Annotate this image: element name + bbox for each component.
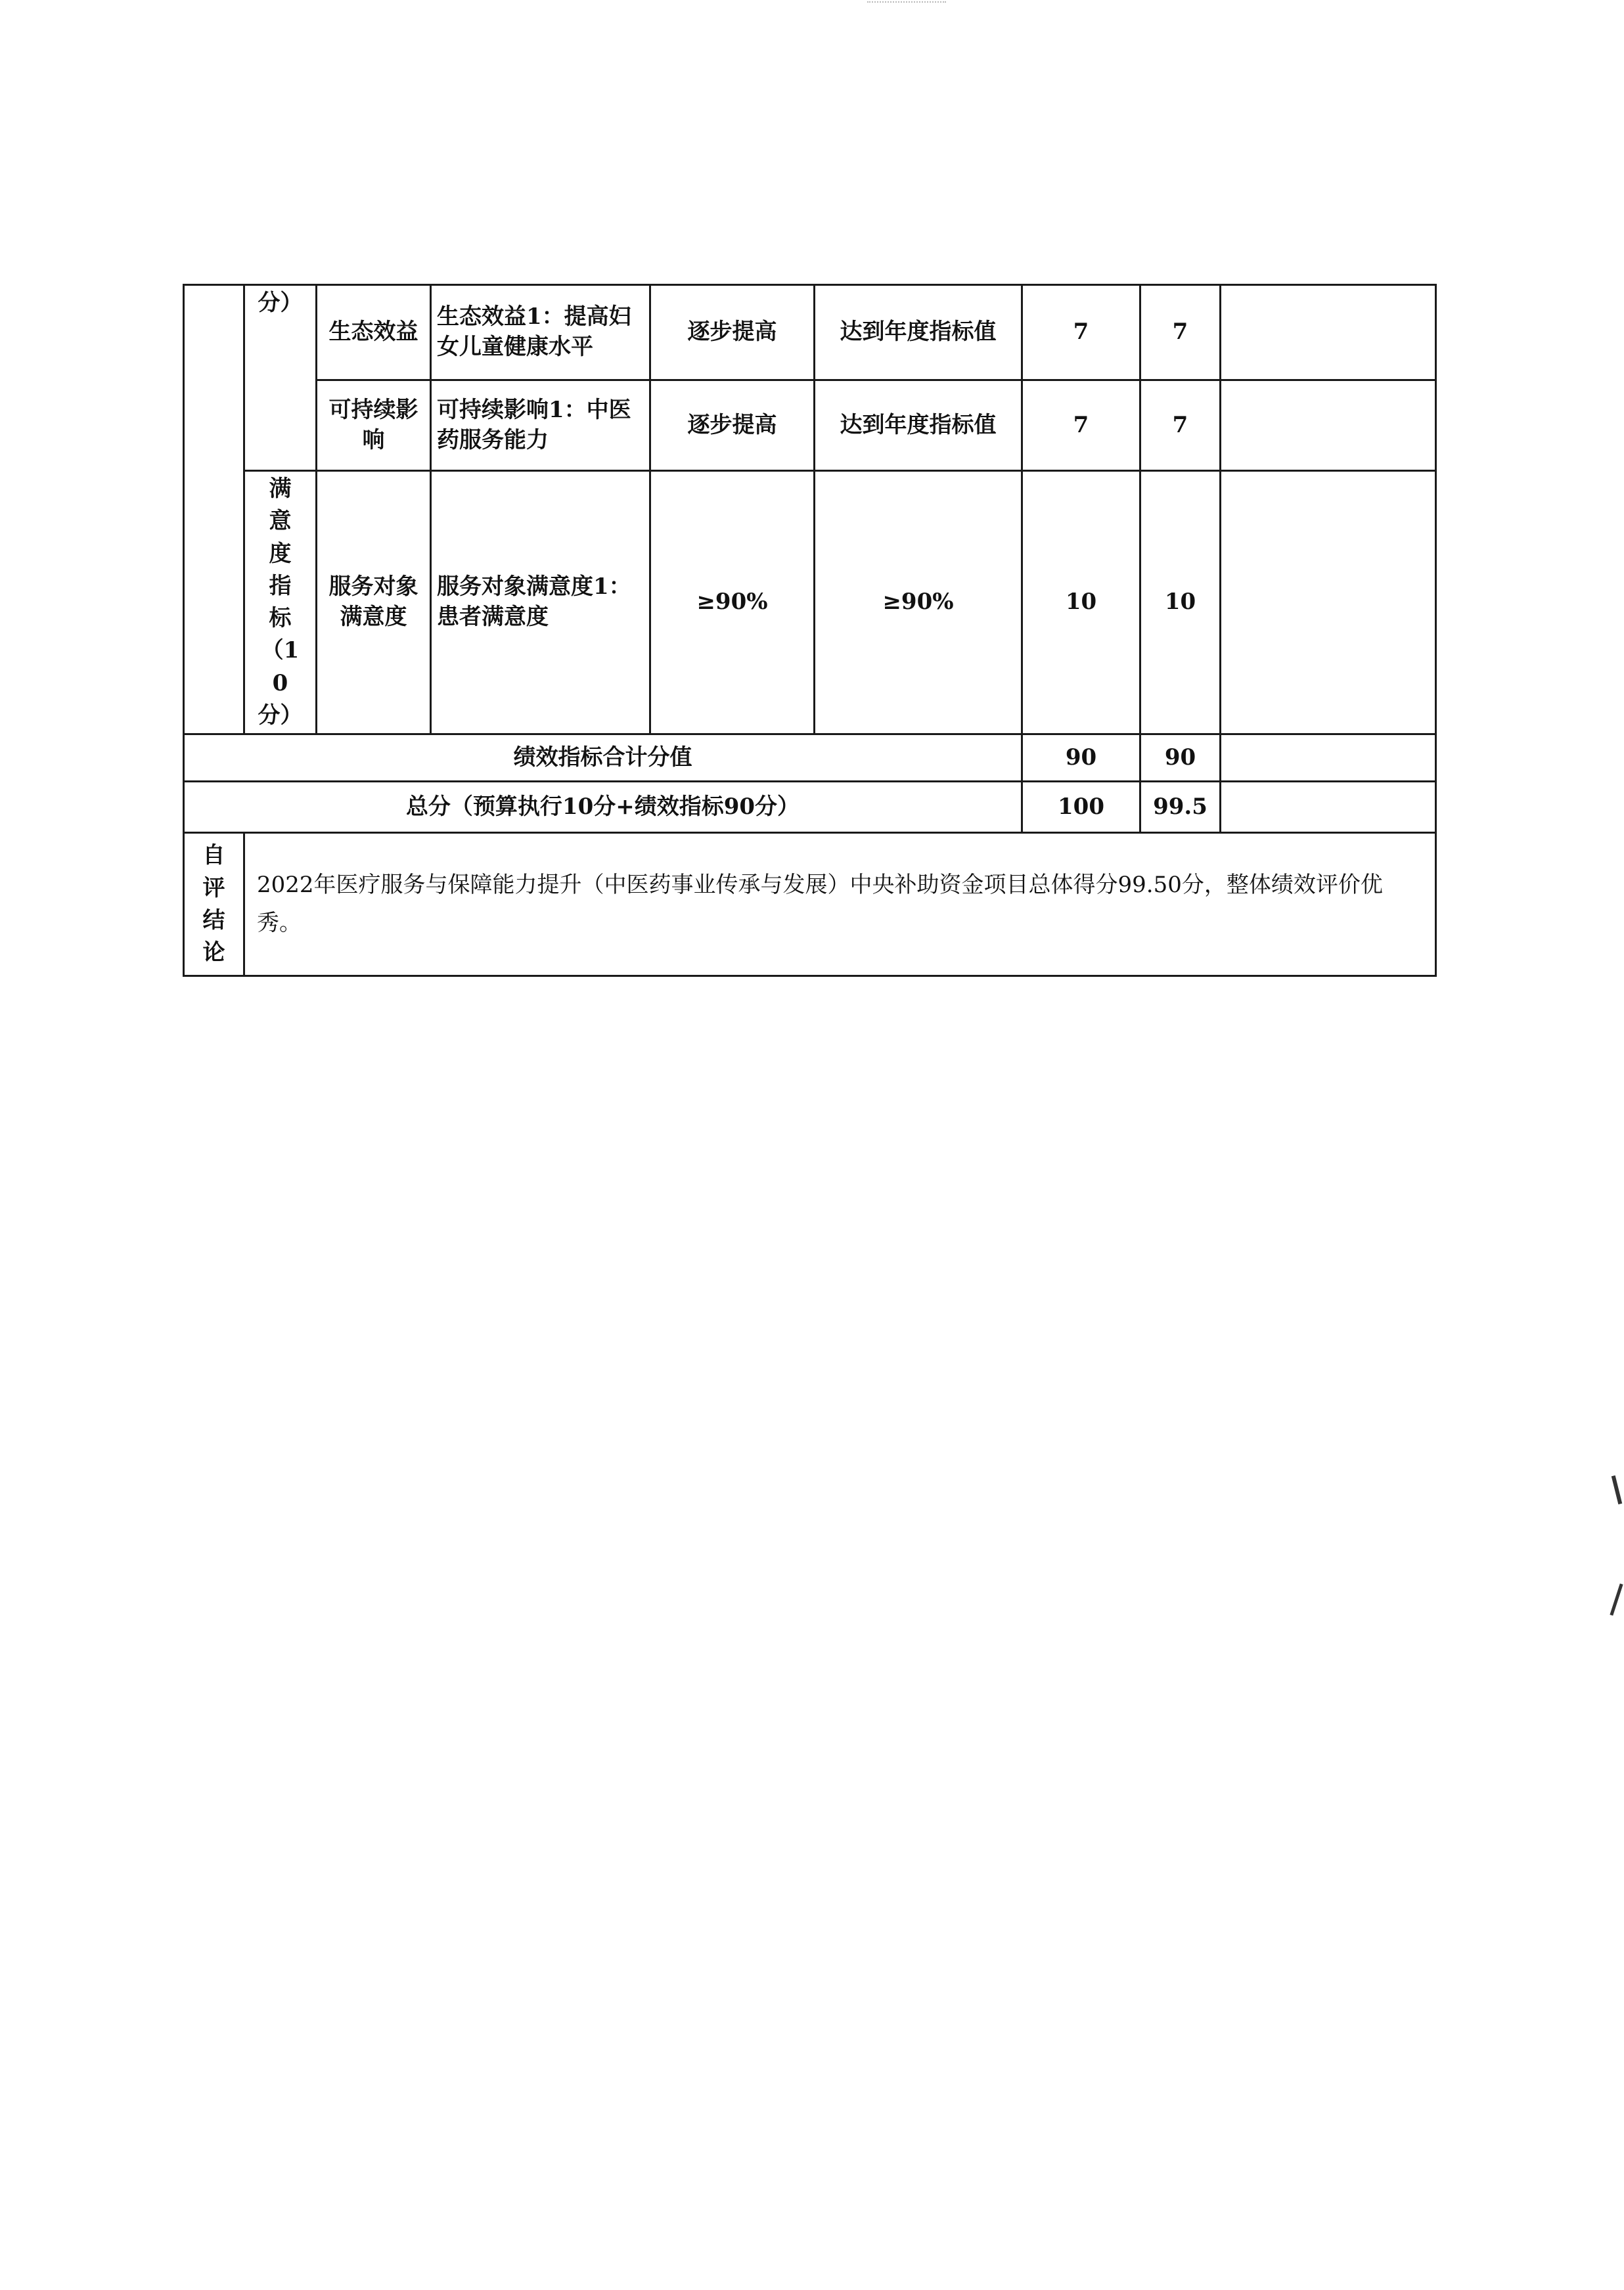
conclusion-char: 自 [202,842,225,869]
level1-char: 意 [269,508,292,535]
actual-ecological: 达到年度指标值 [815,285,1022,380]
table-row-satisfaction [184,471,1436,734]
subtotal-weight: 90 [1022,734,1140,782]
remark-sustainable [1221,380,1436,471]
scan-artifact [867,1,946,8]
level2-satisfaction: 服务对象满意度 [317,471,431,734]
weight-satisfaction: 10 [1022,471,1140,734]
actual-satisfaction: ≥90% [815,471,1022,734]
subtotal-label: 绩效指标合计分值 [184,734,1022,782]
weight-sustainable: 7 [1022,380,1140,471]
table-row-conclusion [184,833,1436,976]
level1-char: 度 [269,540,292,567]
conclusion-char: 论 [202,939,225,966]
level1-label-tail: 分） [244,285,317,471]
level2-ecological: 生态效益 [317,285,431,380]
table-row-total [184,782,1436,833]
level1-char: 分） [258,702,303,729]
level2-sustainable: 可持续影响 [317,380,431,471]
total-label: 总分（预算执行10分+绩效指标90分） [184,782,1022,833]
conclusion-char: 结 [202,907,225,933]
target-ecological: 逐步提高 [650,285,815,380]
subtotal-score: 90 [1140,734,1221,782]
edge-scan-mark [1612,1475,1622,1504]
indicator-ecological: 生态效益1：提高妇女儿童健康水平 [431,285,650,380]
target-sustainable: 逐步提高 [650,380,815,471]
score-sustainable: 7 [1140,380,1221,471]
level1-char: 满 [269,476,292,502]
level1-char: 0 [272,669,288,696]
performance-evaluation-table [183,284,1437,977]
weight-ecological: 7 [1022,285,1140,380]
indicator-sustainable: 可持续影响1：中医药服务能力 [431,380,650,471]
actual-sustainable: 达到年度指标值 [815,380,1022,471]
level1-char: （1 [261,637,300,664]
table-row-ecological [184,285,1436,380]
table-row-subtotal [184,734,1436,782]
remark-ecological [1221,285,1436,380]
blank-category-cell [184,285,244,734]
target-satisfaction: ≥90% [650,471,815,734]
total-remark [1221,782,1436,833]
remark-satisfaction [1221,471,1436,734]
level1-satisfaction-label [244,471,317,734]
total-weight: 100 [1022,782,1140,833]
conclusion-text: 2022年医疗服务与保障能力提升（中医药事业传承与发展）中央补助资金项目总体得分99.50分，整体绩效评价优秀。 [244,833,1436,976]
conclusion-label [184,833,244,976]
total-score: 99.5 [1140,782,1221,833]
level1-char: 指 [269,572,292,599]
score-satisfaction: 10 [1140,471,1221,734]
table-row-sustainable [184,380,1436,471]
level1-char: 标 [269,605,292,632]
edge-scan-mark [1610,1583,1623,1615]
indicator-satisfaction: 服务对象满意度1：患者满意度 [431,471,650,734]
conclusion-char: 评 [202,874,225,901]
subtotal-remark [1221,734,1436,782]
score-ecological: 7 [1140,285,1221,380]
